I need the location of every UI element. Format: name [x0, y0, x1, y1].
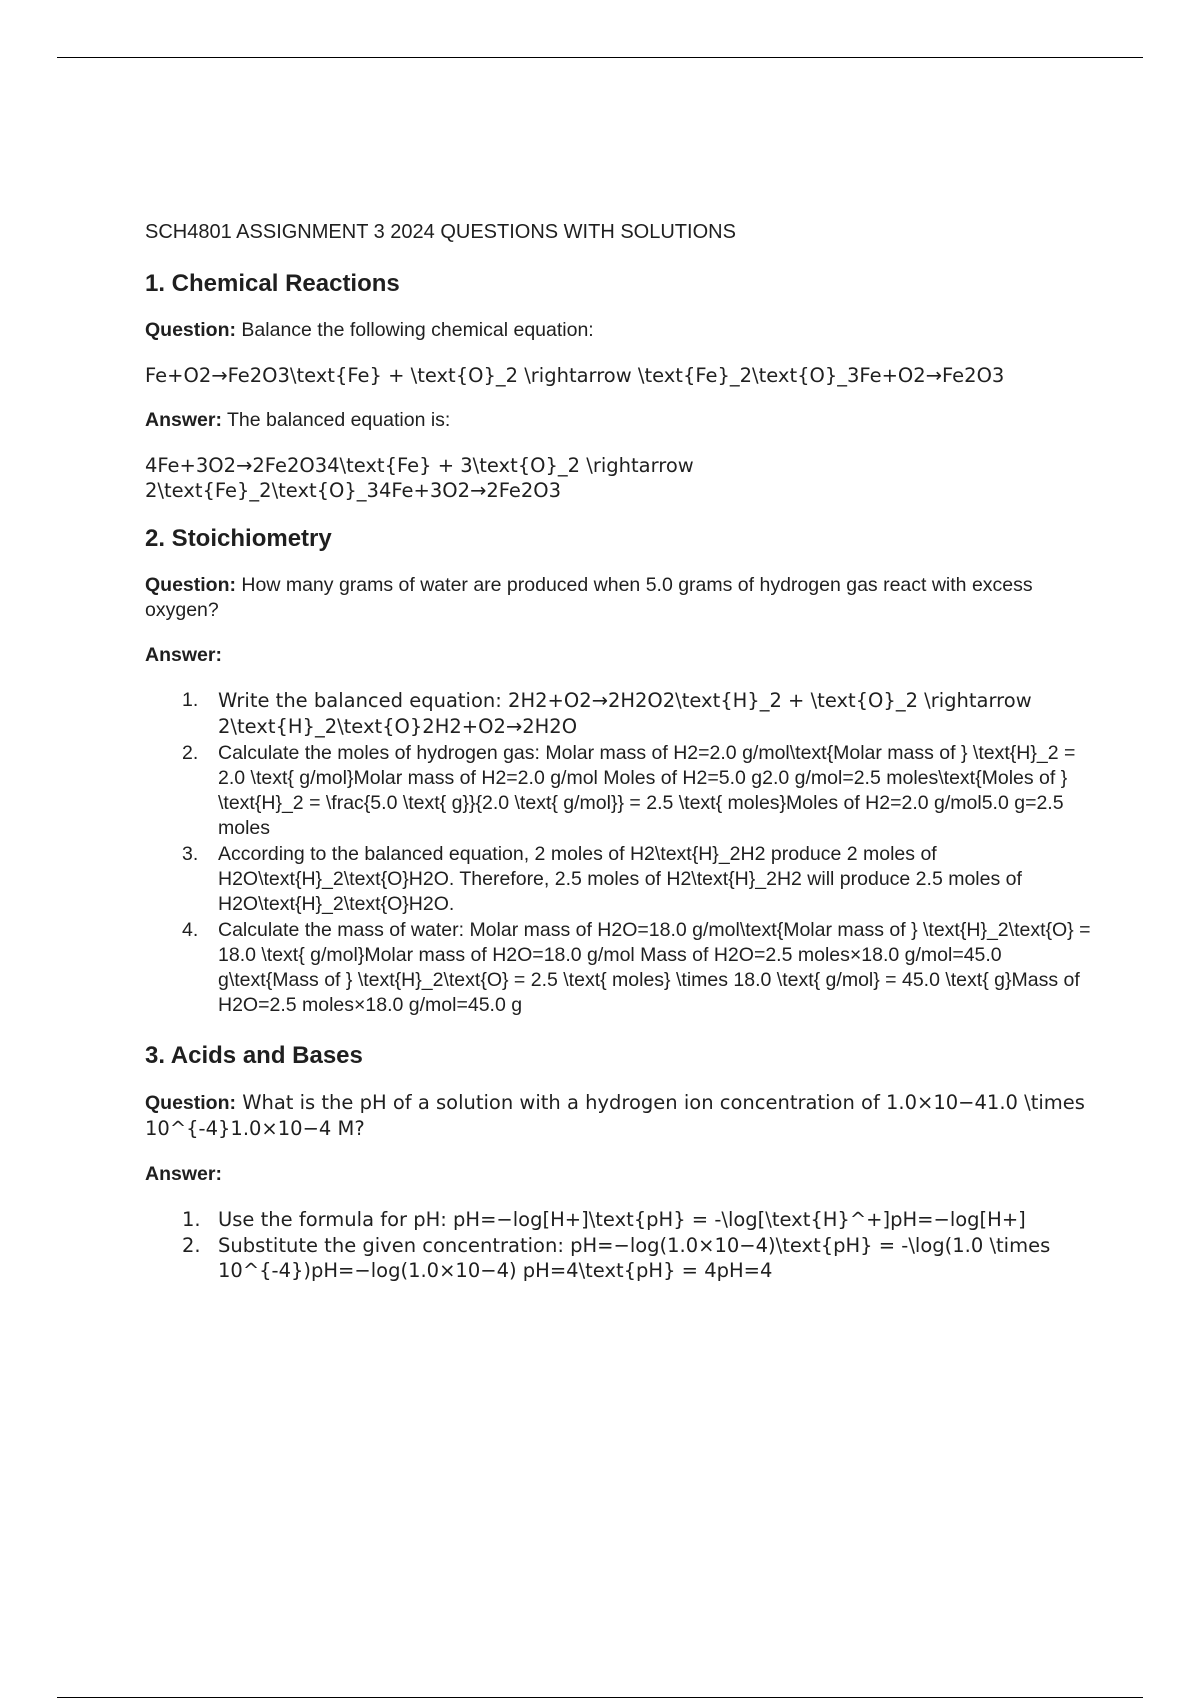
question: [145, 318, 1100, 343]
step-number: 1.: [182, 689, 199, 711]
section-chemical-reactions: [145, 268, 1100, 503]
question-text: What is the pH of a solution with a hydrogen ion concentration of 1.0×10−41.0 \times 10^{-4}1.0×10−4 M?: [145, 1091, 1085, 1140]
question-label: Question:: [145, 1092, 236, 1114]
list-item: [145, 842, 1100, 917]
question: [145, 573, 1100, 623]
section-heading: 3. Acids and Bases: [145, 1042, 363, 1069]
document-body: [145, 218, 1100, 1297]
section-stoichiometry: [145, 523, 1100, 1018]
document-title: SCH4801 ASSIGNMENT 3 2024 QUESTIONS WITH SOLUTIONS: [145, 221, 736, 243]
step-number: 3.: [182, 843, 199, 865]
step-text: Substitute the given concentration: pH=−log(1.0×10−4)\text{pH} = -\log(1.0 \times 10^{-4})pH=−log(1.0×10−4) pH=4\text{pH} = 4pH=4: [218, 1234, 1051, 1282]
list-item: [145, 918, 1100, 1018]
question: [145, 1090, 1100, 1142]
list-item: [145, 1233, 1100, 1283]
list-item: [145, 688, 1100, 740]
question-label: Question:: [145, 319, 236, 341]
step-text: Use the formula for pH: pH=−log[H+]\text{pH} = -\log[\text{H}^+]pH=−log[H+]: [218, 1208, 1026, 1231]
step-number: 4.: [182, 919, 199, 941]
step-text: Write the balanced equation: 2H2+O2→2H2O2\text{H}_2 + \text{O}_2 \rightarrow 2\text{H}_2\text{O}2H2+O2→2H2O: [218, 689, 1032, 738]
step-number: 2.: [182, 1234, 201, 1257]
answer-label: Answer:: [145, 644, 222, 666]
list-item: [145, 1207, 1100, 1232]
question-text: Balance the following chemical equation:: [236, 319, 594, 341]
top-rule: [57, 57, 1143, 58]
answer-text: The balanced equation is:: [221, 409, 451, 431]
answer: [145, 408, 1100, 433]
answer-label: Answer:: [145, 1163, 222, 1185]
step-number: 2.: [182, 742, 199, 764]
section-heading: 1. Chemical Reactions: [145, 270, 400, 297]
section-heading: 2. Stoichiometry: [145, 525, 332, 552]
step-text: Calculate the moles of hydrogen gas: Molar mass of H2=2.0 g/mol\text{Molar mass of } \text{H}_2 = 2.0 \text{ g/mol}Molar mass of H2=2.0 g/mol Moles of H2=5.0 g2.0 g/mol=2.5 moles\text{Moles of } \text{H}_2 = \frac{5.0 \text{ g}}{2.0 \text{ g/mol}} = 2.5 \text{ moles}Moles of H2=2.0 g/mol5.0 g=2.5 moles: [218, 742, 1076, 839]
list-item: [145, 741, 1100, 841]
bottom-rule: [57, 1697, 1143, 1698]
step-text: According to the balanced equation, 2 moles of H2\text{H}_2H2 produce 2 moles of H2O\text{H}_2\text{O}H2O. Therefore, 2.5 moles of H2\text{H}_2H2 will produce 2.5 moles of H2O\text{H}_2\text{O}H2O.: [218, 843, 1022, 915]
step-number: 1.: [182, 1208, 201, 1231]
solution-steps: [145, 688, 1100, 1018]
answer: [145, 643, 1100, 668]
answer-label: Answer:: [145, 409, 222, 431]
balanced-equation: 4Fe+3O2→2Fe2O34\text{Fe} + 3\text{O}_2 \rightarrow 2\text{Fe}_2\text{O}_34Fe+3O2→2Fe2O3: [145, 454, 694, 502]
solution-steps: [145, 1207, 1100, 1283]
question-label: Question:: [145, 574, 236, 596]
step-text: Calculate the mass of water: Molar mass of H2O=18.0 g/mol\text{Molar mass of } \text{H}_2\text{O} = 18.0 \text{ g/mol}Molar mass of H2O=18.0 g/mol Mass of H2O=2.5 moles×18.0 g/mol=45.0 g\text{Mass of } \text{H}_2\text{O} = 2.5 \text{ moles} \times 18.0 \text{ g/mol} = 45.0 \text{ g}Mass of H2O=2.5 moles×18.0 g/mol=45.0 g: [218, 919, 1091, 1016]
question-text: How many grams of water are produced when 5.0 grams of hydrogen gas react with excess oxygen?: [145, 574, 1033, 621]
equation: Fe+O2→Fe2O3\text{Fe} + \text{O}_2 \rightarrow \text{Fe}_2\text{O}_3Fe+O2→Fe2O3: [145, 364, 1005, 387]
answer: [145, 1162, 1100, 1187]
section-acids-and-bases: [145, 1040, 1100, 1283]
